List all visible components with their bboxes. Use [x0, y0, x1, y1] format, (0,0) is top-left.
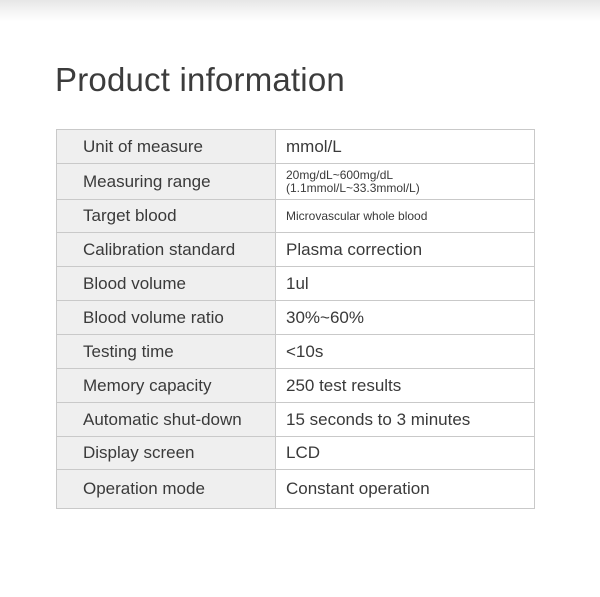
table-row-memory-capacity [57, 369, 535, 403]
table-row-display-screen [57, 437, 535, 470]
row-value-line: (1.1mmol/L~33.3mmol/L) [286, 180, 420, 195]
product-spec-table [56, 129, 535, 509]
table-row-testing-time [57, 335, 535, 369]
row-value: Plasma correction [276, 233, 535, 267]
table-row-blood-volume [57, 267, 535, 301]
table-row-measuring-range [57, 164, 535, 200]
row-label: Blood volume ratio [57, 301, 276, 335]
table-row-automatic-shut-down [57, 403, 535, 437]
row-value-line: 20mg/dL~600mg/dL [286, 167, 394, 182]
row-label: Operation mode [57, 470, 276, 509]
row-label: Target blood [57, 200, 276, 233]
row-value: <10s [276, 335, 535, 369]
table-row-calibration-standard [57, 233, 535, 267]
row-label: Display screen [57, 437, 276, 470]
row-label: Unit of measure [57, 130, 276, 164]
row-label: Automatic shut-down [57, 403, 276, 437]
row-value: mmol/L [276, 130, 535, 164]
row-value: 30%~60% [276, 301, 535, 335]
row-value [276, 164, 535, 200]
row-label: Memory capacity [57, 369, 276, 403]
row-value: 250 test results [276, 369, 535, 403]
row-value: 15 seconds to 3 minutes [276, 403, 535, 437]
row-value: Constant operation [276, 470, 535, 509]
table-row-blood-volume-ratio [57, 301, 535, 335]
row-label: Blood volume [57, 267, 276, 301]
row-label: Measuring range [57, 164, 276, 200]
row-value: Microvascular whole blood [276, 200, 535, 233]
top-shadow-strip [0, 0, 600, 22]
table-row-unit-of-measure [57, 130, 535, 164]
row-label: Calibration standard [57, 233, 276, 267]
page-title: Product information [55, 61, 345, 98]
row-value: LCD [276, 437, 535, 470]
table-row-operation-mode [57, 470, 535, 509]
table-row-target-blood [57, 200, 535, 233]
row-label: Testing time [57, 335, 276, 369]
row-value: 1ul [276, 267, 535, 301]
